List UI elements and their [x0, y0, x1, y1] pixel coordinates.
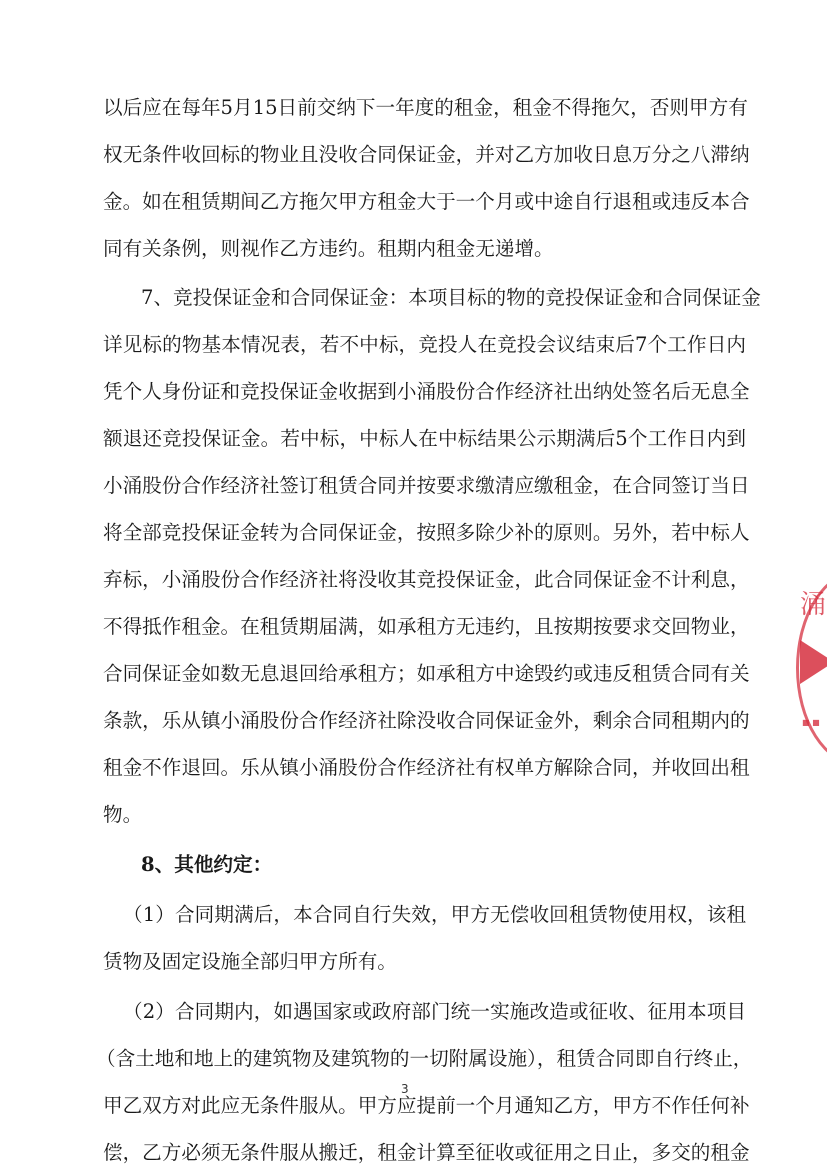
- text-line: （2）合同期内，如遇国家或政府部门统一实施改造或征收、征用本项目: [123, 1000, 746, 1023]
- page-number: 3: [401, 1082, 409, 1096]
- text-line: 租金不作退回。乐从镇小涌股份合作经济社有权单方解除合同，并收回出租: [103, 756, 750, 779]
- text-line: 详见标的物基本情况表，若不中标，竞投人在竞投会议结束后7个工作日内: [103, 333, 746, 356]
- text-line: 将全部竞投保证金转为合同保证金，按照多除少补的原则。另外，若中标人: [103, 521, 750, 544]
- clause-7-heading-line: 7、竞投保证金和合同保证金：本项目标的物的竞投保证金和合同保证金: [141, 286, 761, 309]
- text-line: 合同保证金如数无息退回给承租方；如承租方中途毁约或违反租赁合同有关: [103, 662, 750, 685]
- text-line: 凭个人身份证和竞投保证金收据到小涌股份合作经济社出纳处签名后无息全: [103, 380, 750, 403]
- text-line: 额退还竞投保证金。若中标，中标人在中标结果公示期满后5个工作日内到: [103, 427, 746, 450]
- star-icon: [800, 640, 827, 684]
- text-line: 权无条件收回标的物业且没收合同保证金，并对乙方加收日息万分之八滞纳: [103, 143, 750, 166]
- text-line: （1）合同期满后，本合同自行失效，甲方无偿收回租赁物使用权，该租: [123, 903, 746, 926]
- text-line: 不得抵作租金。在租赁期届满，如承租方无违约，且按期按要求交回物业，: [103, 615, 750, 638]
- text-line: 以后应在每年5月15日前交纳下一年度的租金，租金不得拖欠，否则甲方有: [103, 96, 748, 119]
- clause-8-heading: 8、其他约定：: [141, 853, 273, 876]
- text-line: 同有关条例，则视作乙方违约。租期内租金无递增。: [103, 237, 554, 260]
- text-line: 条款，乐从镇小涌股份合作经济社除没收合同保证金外，剩余合同租期内的: [103, 709, 750, 732]
- text-line: 弃标，小涌股份合作经济社将没收其竞投保证金，此合同保证金不计利息，: [103, 568, 750, 591]
- text-line: 赁物及固定设施全部归甲方所有。: [103, 950, 397, 973]
- red-seal-stamp: [786, 570, 827, 760]
- text-line: 小涌股份合作经济社签订租赁合同并按要求缴清应缴租金，在合同签订当日: [103, 474, 750, 497]
- stamp-code-text: ■ ■: [802, 718, 820, 727]
- stamp-character: 涌: [800, 590, 827, 620]
- text-line: 甲乙双方对此应无条件服从。甲方应提前一个月通知乙方，甲方不作任何补: [103, 1094, 750, 1117]
- text-line: 物。: [103, 803, 143, 826]
- text-line: （含土地和地上的建筑物及建筑物的一切附属设施），租赁合同即自行终止，: [96, 1047, 753, 1070]
- text-line: 金。如在租赁期间乙方拖欠甲方租金大于一个月或中途自行退租或违反本合: [103, 190, 750, 213]
- text-line: 偿，乙方必须无条件服从搬迁，租金计算至征收或征用之日止，多交的租金: [103, 1141, 750, 1164]
